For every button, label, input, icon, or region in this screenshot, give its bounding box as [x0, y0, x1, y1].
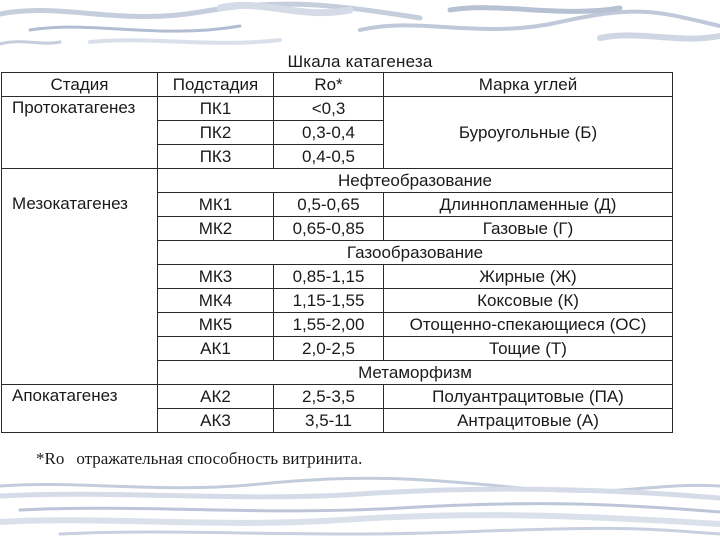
- zone-gas: Газообразование: [158, 241, 673, 265]
- table-row: [2, 385, 673, 409]
- coal-brown: Буроугольные (Б): [384, 97, 673, 169]
- substage-cell: МК1: [158, 193, 274, 217]
- substage-cell: ПК1: [158, 97, 274, 121]
- header-substage: Подстадия: [158, 73, 274, 97]
- substage-cell: МК4: [158, 289, 274, 313]
- top-decorative-strokes: [0, 0, 720, 52]
- substage-cell: МК2: [158, 217, 274, 241]
- ro-cell: 0,3-0,4: [274, 121, 384, 145]
- bottom-decorative-strokes: [0, 476, 720, 540]
- ro-cell: 0,85-1,15: [274, 265, 384, 289]
- stage-apo: Апокатагенез: [2, 385, 158, 433]
- footnote-text: отражательная способность витринита.: [76, 449, 363, 468]
- substage-cell: ПК3: [158, 145, 274, 169]
- zone-oil: Нефтеобразование: [158, 169, 673, 193]
- header-ro: Ro*: [274, 73, 384, 97]
- stage-proto: Протокатагенез: [2, 97, 158, 169]
- ro-cell: 0,65-0,85: [274, 217, 384, 241]
- substage-cell: ПК2: [158, 121, 274, 145]
- table-row: [2, 97, 673, 121]
- coal-cell: Жирные (Ж): [384, 265, 673, 289]
- coal-cell: Газовые (Г): [384, 217, 673, 241]
- substage-cell: АК1: [158, 337, 274, 361]
- substage-cell: АК3: [158, 409, 274, 433]
- coal-cell: Тощие (Т): [384, 337, 673, 361]
- zone-row: [2, 169, 673, 193]
- substage-cell: МК5: [158, 313, 274, 337]
- header-row: [2, 73, 673, 97]
- footnote-mark: *Ro: [36, 449, 65, 468]
- catagenesis-table: [1, 72, 673, 433]
- ro-cell: 2,0-2,5: [274, 337, 384, 361]
- ro-cell: 0,5-0,65: [274, 193, 384, 217]
- header-stage: Стадия: [2, 73, 158, 97]
- footnote: [36, 449, 362, 469]
- ro-cell: 0,4-0,5: [274, 145, 384, 169]
- ro-cell: 2,5-3,5: [274, 385, 384, 409]
- ro-cell: <0,3: [274, 97, 384, 121]
- ro-cell: 1,15-1,55: [274, 289, 384, 313]
- zone-meta: Метаморфизм: [158, 361, 673, 385]
- stage-meso-block: [2, 169, 158, 385]
- coal-cell: Отощенно-спекающиеся (ОС): [384, 313, 673, 337]
- coal-cell: Длиннопламенные (Д): [384, 193, 673, 217]
- coal-cell: Антрацитовые (А): [384, 409, 673, 433]
- table-title: Шкала катагенеза: [287, 52, 433, 71]
- coal-cell: Полуантрацитовые (ПА): [384, 385, 673, 409]
- ro-cell: 1,55-2,00: [274, 313, 384, 337]
- coal-cell: Коксовые (К): [384, 289, 673, 313]
- stage-meso: Мезокатагенез: [12, 194, 128, 213]
- substage-cell: МК3: [158, 265, 274, 289]
- ro-cell: 3,5-11: [274, 409, 384, 433]
- header-coal: Марка углей: [384, 73, 673, 97]
- substage-cell: АК2: [158, 385, 274, 409]
